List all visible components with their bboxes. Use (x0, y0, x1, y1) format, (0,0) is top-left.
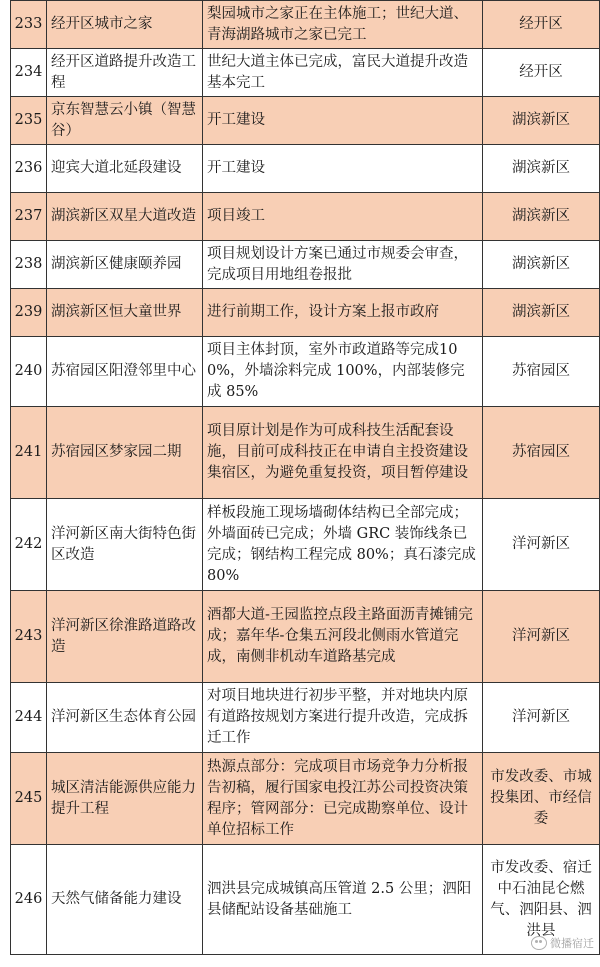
project-progress: 世纪大道主体已完成，富民大道提升改造基本完工 (203, 49, 483, 97)
row-number: 246 (11, 845, 47, 955)
watermark (531, 935, 594, 951)
row-number: 242 (11, 499, 47, 591)
responsible-unit: 湖滨新区 (483, 97, 600, 145)
project-name: 湖滨新区双星大道改造 (47, 193, 203, 241)
project-name: 湖滨新区恒大童世界 (47, 289, 203, 337)
table-row (11, 337, 600, 407)
wechat-icon (531, 936, 547, 950)
project-progress: 开工建设 (203, 97, 483, 145)
table-row (11, 683, 600, 753)
table-row (11, 289, 600, 337)
table-row (11, 591, 600, 683)
table-row (11, 1, 600, 49)
table-row (11, 845, 600, 955)
project-progress: 样板段施工现场墙砌体结构已全部完成；外墙面砖已完成；外墙 GRC 装饰线条已完成；钢结构工程完成 80%；真石漆完成 80% (203, 499, 483, 591)
responsible-unit: 经开区 (483, 49, 600, 97)
project-progress: 开工建设 (203, 145, 483, 193)
project-progress: 热源点部分：完成项目市场竞争力分析报告初稿，履行国家电投江苏公司投资决策程序；管网部分：已完成勘察单位、设计单位招标工作 (203, 753, 483, 845)
project-progress: 泗洪县完成城镇高压管道 2.5 公里；泗阳县储配站设备基础施工 (203, 845, 483, 955)
responsible-unit: 市发改委、宿迁中石油昆仑燃气、泗阳县、泗洪县 (483, 845, 600, 955)
responsible-unit: 洋河新区 (483, 591, 600, 683)
row-number: 241 (11, 407, 47, 499)
project-name: 经开区城市之家 (47, 1, 203, 49)
row-number: 236 (11, 145, 47, 193)
project-table (10, 0, 600, 955)
project-name: 城区清洁能源供应能力提升工程 (47, 753, 203, 845)
row-number: 234 (11, 49, 47, 97)
row-number: 240 (11, 337, 47, 407)
project-progress: 项目规划设计方案已通过市规委会审查，完成项目用地组卷报批 (203, 241, 483, 289)
row-number: 239 (11, 289, 47, 337)
row-number: 235 (11, 97, 47, 145)
watermark-text: 微播宿迁 (550, 937, 594, 950)
project-name: 湖滨新区健康颐养园 (47, 241, 203, 289)
table-row (11, 97, 600, 145)
project-name: 洋河新区南大街特色街区改造 (47, 499, 203, 591)
row-number: 245 (11, 753, 47, 845)
responsible-unit: 市发改委、市城投集团、市经信委 (483, 753, 600, 845)
table-row (11, 499, 600, 591)
project-name: 洋河新区徐淮路道路改造 (47, 591, 203, 683)
responsible-unit: 湖滨新区 (483, 193, 600, 241)
responsible-unit: 湖滨新区 (483, 241, 600, 289)
project-name: 洋河新区生态体育公园 (47, 683, 203, 753)
project-progress: 项目主体封顶，室外市政道路等完成100%，外墙涂料完成 100%，内部装修完成 85% (203, 337, 483, 407)
project-name: 经开区道路提升改造工程 (47, 49, 203, 97)
table-row (11, 241, 600, 289)
responsible-unit: 苏宿园区 (483, 337, 600, 407)
project-name: 京东智慧云小镇（智慧谷） (47, 97, 203, 145)
row-number: 238 (11, 241, 47, 289)
project-progress: 对项目地块进行初步平整，并对地块内原有道路按规划方案进行提升改造，完成拆迁工作 (203, 683, 483, 753)
project-name: 苏宿园区阳澄邻里中心 (47, 337, 203, 407)
row-number: 233 (11, 1, 47, 49)
row-number: 243 (11, 591, 47, 683)
table-row (11, 193, 600, 241)
responsible-unit: 洋河新区 (483, 683, 600, 753)
responsible-unit: 湖滨新区 (483, 289, 600, 337)
table-row (11, 145, 600, 193)
responsible-unit: 洋河新区 (483, 499, 600, 591)
project-progress: 项目竣工 (203, 193, 483, 241)
project-progress: 项目原计划是作为可成科技生活配套设施，目前可成科技正在申请自主投资建设集宿区，为避免重复投资，项目暂停建设 (203, 407, 483, 499)
project-name: 迎宾大道北延段建设 (47, 145, 203, 193)
table-row (11, 753, 600, 845)
table-row (11, 49, 600, 97)
project-progress: 酒都大道-王园监控点段主路面沥青摊铺完成；嘉年华-仓集五河段北侧雨水管道完成，南侧非机动车道路基完成 (203, 591, 483, 683)
table-row (11, 407, 600, 499)
responsible-unit: 湖滨新区 (483, 145, 600, 193)
row-number: 237 (11, 193, 47, 241)
project-progress: 梨园城市之家正在主体施工；世纪大道、青海湖路城市之家已完工 (203, 1, 483, 49)
project-progress: 进行前期工作，设计方案上报市政府 (203, 289, 483, 337)
project-name: 苏宿园区梦家园二期 (47, 407, 203, 499)
project-name: 天然气储备能力建设 (47, 845, 203, 955)
row-number: 244 (11, 683, 47, 753)
responsible-unit: 经开区 (483, 1, 600, 49)
responsible-unit: 苏宿园区 (483, 407, 600, 499)
